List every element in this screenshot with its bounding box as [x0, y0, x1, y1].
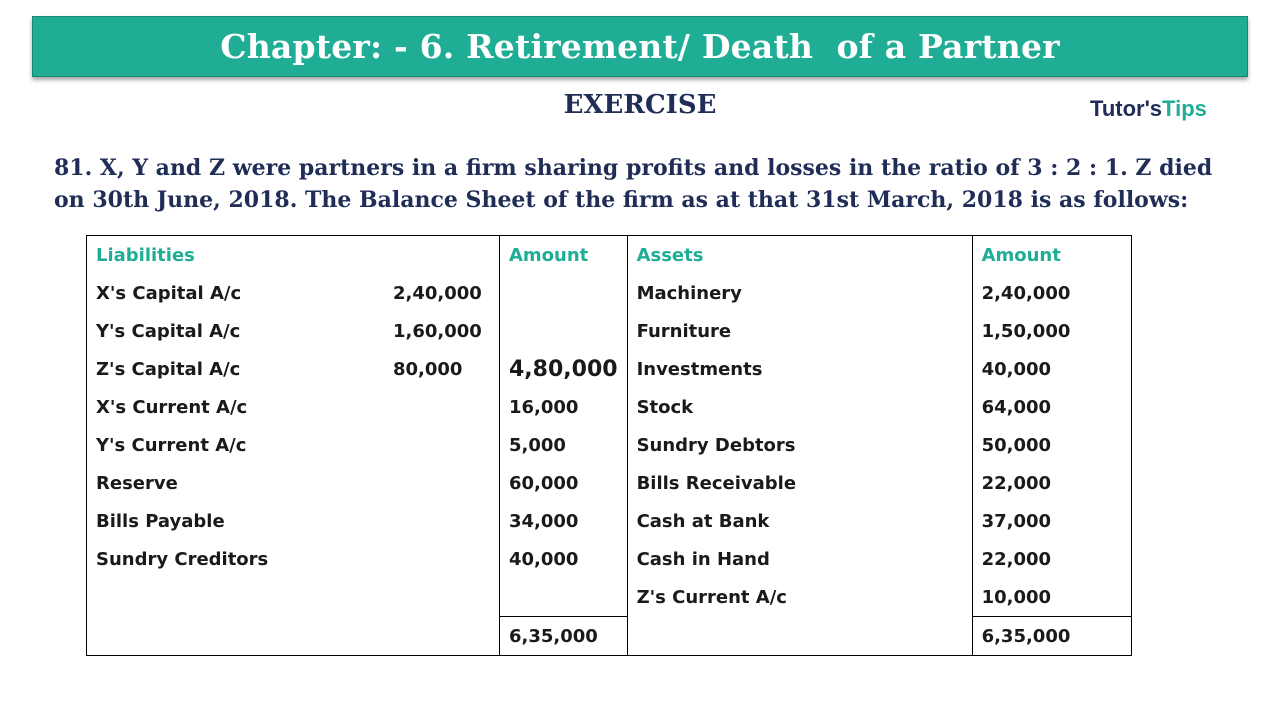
sub-amount-cell: [384, 578, 500, 617]
sub-amount-cell: [384, 426, 500, 464]
total-spacer: [384, 617, 500, 656]
table-row: [87, 578, 1132, 617]
header-assets: Assets: [627, 236, 972, 275]
asset-amount-cell: 10,000: [972, 578, 1131, 617]
asset-cell: Cash in Hand: [627, 540, 972, 578]
question-text: 81. X, Y and Z were partners in a firm sharing profits and losses in the ratio of 3 : 2 : 1. Z died on 30th June, 2018. The Balance Sheet of the firm as at that 31st March, 2018 is as follows:: [54, 155, 1213, 213]
table-row: [87, 502, 1132, 540]
table-row: [87, 540, 1132, 578]
amount-cell: 60,000: [500, 464, 628, 502]
assets-total: 6,35,000: [972, 617, 1131, 656]
liability-cell: [87, 578, 385, 617]
asset-cell: Z's Current A/c: [627, 578, 972, 617]
amount-cell: [500, 312, 628, 350]
liability-cell: Reserve: [87, 464, 385, 502]
header-amount-liabilities: Amount: [500, 236, 628, 275]
header-amount-assets: Amount: [972, 236, 1131, 275]
asset-cell: Stock: [627, 388, 972, 426]
sub-amount-cell: [384, 388, 500, 426]
amount-cell: 40,000: [500, 540, 628, 578]
liability-cell: Z's Capital A/c: [87, 350, 385, 388]
amount-cell: 16,000: [500, 388, 628, 426]
asset-amount-cell: 22,000: [972, 540, 1131, 578]
sub-amount-cell: 2,40,000: [393, 282, 482, 304]
amount-cell: 34,000: [500, 502, 628, 540]
exercise-heading: EXERCISE: [563, 90, 717, 120]
asset-amount-cell: 50,000: [972, 426, 1131, 464]
tutors-tips-logo: [1090, 86, 1207, 120]
asset-cell: Machinery: [627, 274, 972, 312]
table-row: [87, 464, 1132, 502]
asset-cell: Furniture: [627, 312, 972, 350]
liability-cell: Y's Capital A/c: [87, 312, 385, 350]
liability-cell: Bills Payable: [87, 502, 385, 540]
asset-cell: Investments: [627, 350, 972, 388]
logo-text: Tutor'sTips: [1090, 96, 1207, 121]
asset-amount-cell: 22,000: [972, 464, 1131, 502]
capital-total-cell: 4,80,000: [500, 350, 628, 388]
table-row: [87, 350, 1132, 388]
chapter-title: Chapter: - 6. Retirement/ Death of a Partner: [220, 27, 1060, 66]
header-spacer: [384, 236, 500, 275]
asset-amount-cell: 64,000: [972, 388, 1131, 426]
table-row: [87, 388, 1132, 426]
asset-cell: Bills Receivable: [627, 464, 972, 502]
liability-cell: Sundry Creditors: [87, 540, 385, 578]
asset-amount-cell: 40,000: [972, 350, 1131, 388]
table-row: [87, 426, 1132, 464]
liability-cell: Y's Current A/c: [87, 426, 385, 464]
assets-total-spacer: [627, 617, 972, 656]
liability-cell: X's Current A/c: [87, 388, 385, 426]
liability-cell: X's Capital A/c: [87, 274, 385, 312]
amount-cell: [500, 274, 628, 312]
totals-row: [87, 617, 1132, 656]
asset-amount-cell: 2,40,000: [972, 274, 1131, 312]
liabilities-total: 6,35,000: [500, 617, 628, 656]
table-header-row: [87, 236, 1132, 275]
sub-amount-cell: 1,60,000: [393, 320, 482, 342]
asset-cell: Sundry Debtors: [627, 426, 972, 464]
amount-cell: [500, 578, 628, 617]
asset-amount-cell: 1,50,000: [972, 312, 1131, 350]
sub-amount-cell: [384, 464, 500, 502]
table-row: [87, 312, 1132, 350]
amount-cell: 5,000: [500, 426, 628, 464]
sub-amount-cell: [384, 502, 500, 540]
sub-amount-cell: 80,000: [393, 358, 463, 380]
total-label-spacer: [87, 617, 385, 656]
table-row: [87, 274, 1132, 312]
asset-amount-cell: 37,000: [972, 502, 1131, 540]
asset-cell: Cash at Bank: [627, 502, 972, 540]
header-liabilities: Liabilities: [87, 236, 385, 275]
balance-sheet-table: [86, 235, 1132, 656]
chapter-banner: [32, 16, 1248, 77]
sub-amount-cell: [384, 540, 500, 578]
